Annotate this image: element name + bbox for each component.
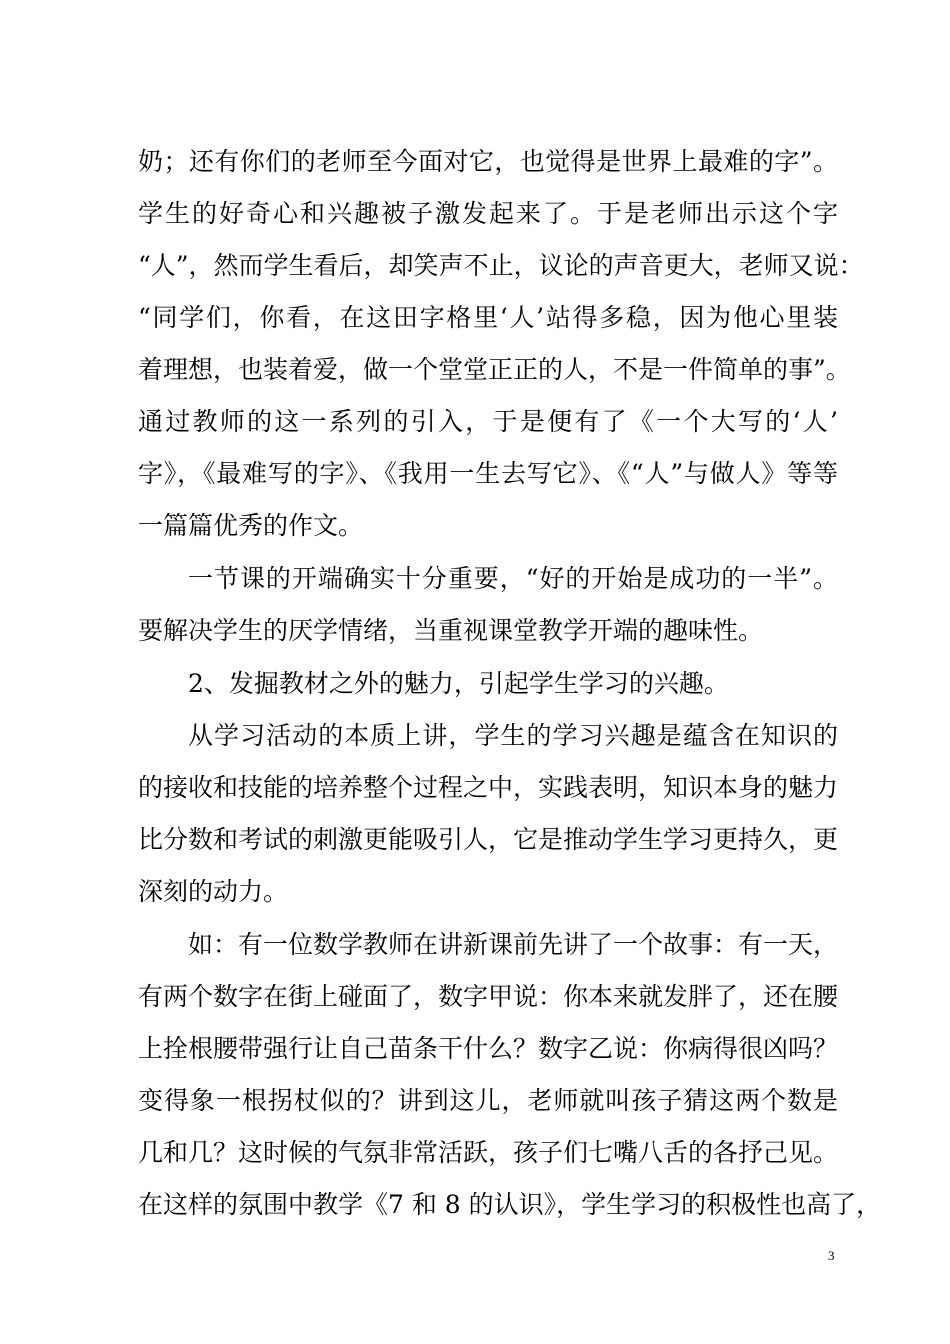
text-line: 如：有一位数学教师在讲新课前先讲了一个故事：有一天，: [188, 930, 839, 959]
text-line: 几和几？这时候的气氛非常活跃，孩子们七嘴八舌的各抒己见。: [138, 1138, 839, 1167]
text-line: 通过教师的这一系列的引入，于是便有了《一个大写的‘人’: [138, 407, 838, 436]
text-line: 着理想，也装着爱，做一个堂堂正正的人，不是一件简单的事”。: [138, 355, 851, 384]
text-line: 字》，《最难写的字》、《我用一生去写它》、《“人”与做人》等等: [138, 459, 838, 488]
section-heading: 2、发掘教材之外的魅力，引起学生学习的兴趣。: [188, 669, 729, 698]
text-line: 奶；还有你们的老师至今面对它，也觉得是世界上最难的字”。: [138, 147, 838, 176]
text-line: 学生的好奇心和兴趣被子激发起来了。于是老师出示这个字: [138, 199, 838, 228]
text-line: “人”，然而学生看后，却笑声不止，议论的声音更大，老师又说：: [138, 251, 864, 280]
text-line: 的接收和技能的培养整个过程之中，实践表明，知识本身的魅力: [138, 773, 839, 802]
text-line: 比分数和考试的刺激更能吸引人，它是推动学生学习更持久，更: [138, 825, 839, 854]
text-line: 变得象一根拐杖似的？讲到这儿，老师就叫孩子猜这两个数是: [138, 1086, 838, 1115]
text-line: 一节课的开端确实十分重要，“好的开始是成功的一半”。: [188, 564, 838, 593]
text-line: 深刻的动力。: [138, 877, 289, 906]
page-number: 3: [828, 1248, 835, 1263]
text-line: 从学习活动的本质上讲，学生的学习兴趣是蕴含在知识的: [188, 721, 838, 750]
text-line: 要解决学生的厌学情绪，当重视课堂教学开端的趣味性。: [138, 616, 764, 645]
text-line: 一篇篇优秀的作文。: [138, 511, 364, 540]
text-line: 在这样的氛围中教学《7 和 8 的认识》，学生学习的积极性也高了，: [138, 1190, 882, 1219]
text-line: 有两个数字在街上碰面了，数字甲说：你本来就发胖了，还在腰: [138, 982, 839, 1011]
text-line: 上拴根腰带强行让自己苗条干什么？数字乙说：你病得很凶吗？: [138, 1034, 839, 1063]
text-line: “同学们，你看，在这田字格里‘人’站得多稳，因为他心里装: [138, 303, 838, 332]
